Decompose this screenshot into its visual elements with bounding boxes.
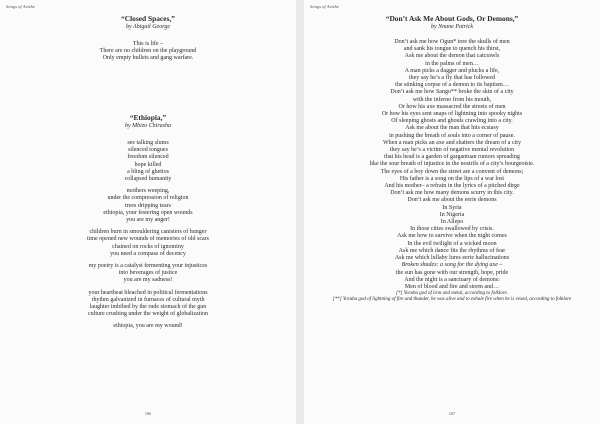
poem-line: rhythm galvanized in furnaces of cultural myth	[91, 296, 205, 303]
poem-line: time opened new wounds of memories of old scars	[87, 236, 209, 243]
poem-ethiopia	[0, 113, 296, 331]
poem-line-italic: Broken shades: a song for the dying axe –	[401, 262, 503, 269]
poem-line: In Allepo	[440, 219, 464, 226]
poem-line: culture crushing under the weight of globalization	[88, 311, 208, 318]
poem-line: they say he’s a fly that has followed	[408, 75, 496, 82]
left-page	[0, 0, 296, 424]
stanza	[0, 290, 296, 319]
poem-line: in the palms of men…	[425, 60, 479, 67]
poem-line: Ask me about the man that hits ecstasy	[405, 125, 499, 132]
running-head: Songs of Aesthe	[310, 4, 340, 9]
poem-line: Only empty bullets and gang warfare.	[102, 55, 194, 62]
poem-line: Don’t ask me how Sango** broke the skin of a city	[390, 89, 514, 96]
poem-line: children burn in smouldering canisters of hunger	[89, 229, 207, 236]
poem-line: In those cities swallowed by crisis.	[410, 226, 494, 233]
poem-line: they say he’s a victim of negative mental revolution	[389, 147, 515, 154]
poem-line: a bling of ghettos	[127, 168, 169, 175]
poem-line: Ask me how to survive when the night comes	[397, 233, 507, 240]
poem-title: “Closed Spaces,”	[121, 14, 175, 23]
poem-line: In the evil twilight of a wicked moon	[407, 240, 497, 247]
poem-line: His father is a song on the lips of a war lost	[399, 175, 505, 182]
poem-line: and sank his tongue to quench his thirst,	[403, 46, 501, 53]
poem-line: chained on rocks of ignominy	[112, 243, 184, 250]
poem-line: This is life –	[132, 41, 164, 47]
poem-line: And his mother– a refrain in the lyrics of a pitched dirge	[384, 183, 520, 190]
stanza	[0, 229, 296, 258]
page-number: 167	[448, 411, 456, 416]
poem-line: Don’t ask me how many demons scurry in this city.	[390, 190, 514, 197]
poem-title: “Don’t Ask Me About Gods, Or Demons,”	[385, 14, 519, 23]
poem-lines	[0, 41, 296, 63]
poem-line: your heartbeat bleached in political fermentations	[88, 289, 208, 296]
poem-line: In Nigeria	[439, 211, 465, 218]
right-page	[304, 0, 600, 424]
poem-line: silenced tongues	[128, 147, 168, 154]
poem-byline: by Mbizo Chirasha	[124, 123, 171, 129]
stanza	[0, 263, 296, 285]
poem-dont-ask-me	[304, 14, 600, 304]
poem-line: Ask me about the demon that catcrawls	[404, 53, 500, 60]
poem-line: When a man picks an axe and shatters the dream of a city	[383, 139, 521, 146]
poem-line: ethiopia, you are my wound!	[113, 323, 183, 330]
poem-line: Men of blood and fire and storm and…	[404, 283, 500, 290]
poem-line: Don’t ask me about the eerie demons	[407, 197, 497, 204]
poem-line: you are my anger!	[126, 217, 170, 224]
running-head: Songs of Aesthe	[6, 4, 36, 9]
poem-byline: by Abigail George	[126, 24, 170, 30]
poem-line: you need a compass of decency	[110, 250, 186, 257]
footnote: [*] Yoruba god of iron and metal, according to folklore.	[396, 291, 508, 297]
poem-line: under the compression of religion	[107, 195, 189, 202]
poem-line: collapsed humanity	[124, 176, 172, 183]
poem-line: like the sour breath of injustice in the nostrils of a city’s bourgeoisie.	[369, 161, 535, 168]
poem-line: mothers weeping,	[126, 188, 170, 195]
poem-line: freedom silenced	[127, 154, 169, 161]
poem-line: A man picks a dagger and plucks a life,	[404, 67, 500, 74]
poem-line: see talking slums	[127, 140, 169, 146]
footnote: [**] Yoruba god of lightning of fire and thunder, he was alive and to exhale fire when he is vexed, according to folklore	[332, 297, 572, 303]
stanza	[0, 140, 296, 183]
poem-line: The eyes of a boy down the street are a convent of demons;	[380, 168, 524, 175]
poem-line: In Syria	[442, 204, 462, 211]
poem-line: that his head is a garden of gargantuan rumors spreading	[384, 154, 520, 161]
poem-title: “Ethiopia,”	[129, 113, 167, 122]
poem-line: ethiopia, your festering open wounds	[103, 209, 193, 216]
poem-line: trees dripping tears	[125, 202, 171, 209]
poem-line: Or how his eyes sent snaps of lightning into spooky nights	[381, 111, 523, 118]
poem-closed-spaces	[0, 14, 296, 63]
poem-line: hope killed	[134, 161, 162, 168]
stanza	[0, 323, 296, 330]
poem-line: my poetry is a catalyst fermenting your injustices	[88, 263, 208, 270]
poem-byline: by Nnane Patrick	[431, 24, 473, 30]
poem-line: you are my sadness!	[123, 277, 173, 284]
poem-line: Ask me which dance fits the rhythms of fear	[398, 247, 506, 254]
poem-line: And the night is a sanctuary of demons:	[404, 276, 500, 283]
poem-line: the sun has gone with our strength, hope, pride	[395, 269, 509, 276]
poem-line: Or how his axe massacred the streets of men	[398, 103, 506, 110]
page-number: 166	[144, 411, 152, 416]
poem-line: in pushing the breath of souls into a corner of pause.	[389, 132, 515, 139]
poem-line: into beverages of justice	[118, 270, 178, 277]
poem-line: with the inferno from his mouth,	[412, 96, 492, 103]
poem-line: Ask me which lullaby lures eerie hallucinations	[394, 255, 510, 262]
poem-lines	[304, 39, 600, 262]
poem-lines-end	[304, 270, 600, 292]
poem-line: laughter imbibed by the rude stomach of the gun	[89, 304, 207, 311]
poem-line: There are no children on the playground	[99, 48, 197, 55]
poem-line: Don’t ask me how Ogun* tore the skulls of men	[394, 39, 510, 45]
stanza	[0, 188, 296, 224]
poem-line: the stinking corpse of a demon to its baptism…	[395, 82, 509, 89]
poem-line: Of sleeping ghosts and ghouls crawling into a city.	[391, 118, 513, 125]
